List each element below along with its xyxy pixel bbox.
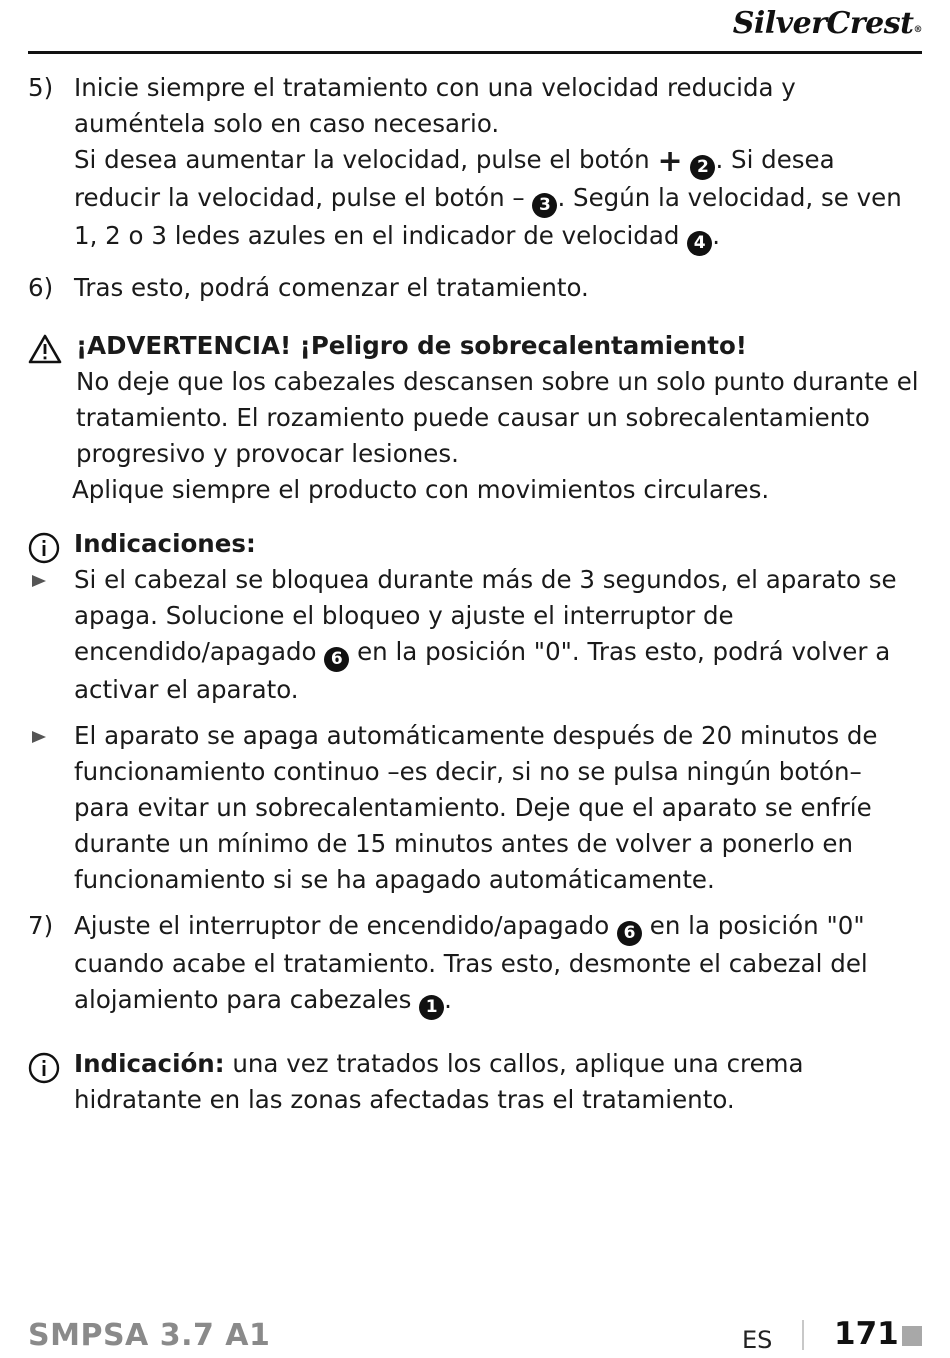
brand-logo: [733, 6, 922, 42]
ref-number-3: 3: [532, 193, 557, 218]
final-note: [28, 1046, 922, 1118]
info-circle-icon: [28, 1052, 60, 1084]
triangle-bullet-icon: [32, 575, 46, 587]
step-text-speed: [74, 142, 922, 256]
step-7: [28, 908, 922, 1020]
indication-bullet-2: [28, 718, 922, 898]
bullet-text: El aparato se apaga automáticamente después de 20 minutos de funcionamiento continuo –es decir, si no se pulsa ningún botón– para evitar un sobrecalentamiento. Deje que el aparato se enfríe durante un mínimo de 15 minutos antes de volver a ponerlo en funcionamiento si se ha apagado automáticamente.: [74, 721, 878, 894]
warning-text: No deje que los cabezales descansen sobre un solo punto durante el tratamiento. El rozamiento puede causar un sobrecalentamiento progresivo y provocar lesiones.: [76, 367, 919, 468]
text-segment: .: [712, 221, 720, 250]
footer-language: ES: [742, 1326, 773, 1354]
plus-symbol: +: [657, 144, 683, 179]
ref-number-2: 2: [690, 155, 715, 180]
text-segment: en la posición "0". Tras esto, podrá volver a activar el aparato.: [74, 637, 891, 704]
footer-divider: [802, 1320, 804, 1350]
text-segment: Ajuste el interruptor de encendido/apagado: [74, 911, 610, 940]
brand-name: SilverCrest: [732, 6, 914, 41]
step-6: [28, 270, 922, 306]
bullet-text: [74, 562, 922, 708]
registered-mark: ®: [913, 25, 922, 35]
final-note-title: Indicación:: [74, 1049, 225, 1078]
text-segment: Si desea aumentar la velocidad, pulse el botón: [74, 145, 650, 174]
info-circle-icon: [28, 532, 60, 564]
final-note-text: una vez tratados los callos, aplique una crema hidratante en las zonas afectadas tras el tratamiento.: [74, 1049, 804, 1114]
page-number: 171: [834, 1316, 899, 1352]
text-segment: Si el cabezal se bloquea durante más de 3 segundos, el aparato se apaga. Solucione el bloqueo y ajuste el interruptor de encendido/apagado: [74, 565, 897, 666]
warning-title: ¡ADVERTENCIA! ¡Peligro de sobrecalentamiento!: [76, 331, 747, 360]
footer-square-icon: [902, 1326, 922, 1346]
step-number: 5): [28, 73, 54, 102]
text-segment: .: [444, 985, 452, 1014]
text-segment: . Según la velocidad, se ven 1, 2 o 3 ledes azules en el indicador de velocidad: [74, 183, 902, 250]
step-text: [74, 908, 922, 1020]
indication-bullet-1: [28, 562, 922, 708]
ref-number-6: 6: [617, 921, 642, 946]
warning-block: [28, 328, 922, 508]
step-number: 7): [28, 911, 54, 940]
ref-number-6: 6: [324, 647, 349, 672]
indications-title: Indicaciones:: [74, 529, 256, 558]
page-content: [28, 70, 922, 1118]
text-segment: . Si desea reducir la velocidad, pulse el botón –: [74, 145, 835, 212]
step-text: Tras esto, podrá comenzar el tratamiento.: [74, 273, 589, 302]
text-segment: en la posición "0" cuando acabe el tratamiento. Tras esto, desmonte el cabezal del alojamiento para cabezales: [74, 911, 868, 1014]
step-text: Inicie siempre el tratamiento con una velocidad reducida y auméntela solo en caso necesario.: [74, 73, 796, 138]
footer-model: SMPSA 3.7 A1: [28, 1318, 271, 1353]
step-5: [28, 70, 922, 256]
step-number: 6): [28, 273, 54, 302]
ref-number-4: 4: [687, 231, 712, 256]
triangle-bullet-icon: [32, 731, 46, 743]
warning-text-2: Aplique siempre el producto con movimientos circulares.: [72, 475, 770, 504]
header-rule: [28, 51, 922, 54]
ref-number-1: 1: [419, 995, 444, 1020]
indications-heading: [28, 526, 922, 562]
warning-triangle-icon: [28, 334, 62, 364]
